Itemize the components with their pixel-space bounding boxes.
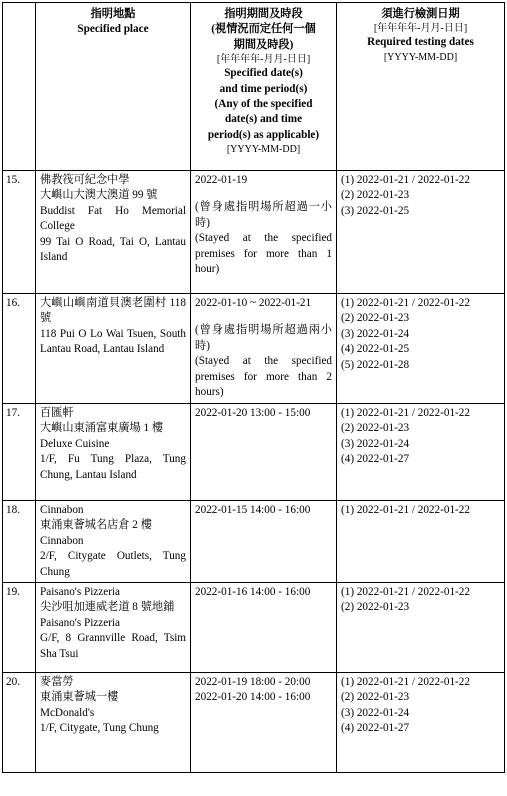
testing-date: (5) 2022-01-28 [341,358,410,371]
required-testing-dates [337,171,505,294]
specified-period [191,294,337,404]
table-row [3,673,505,773]
place-line: 大嶼山東涌富東廣場 1 樓 [40,422,164,435]
table-row [3,294,505,404]
period-note: (曾身處指明場所超過一小時) [195,201,332,229]
header-row [3,3,505,171]
place-line: Paisano's Pizzeria [40,616,120,629]
required-testing-dates [337,404,505,501]
specified-period [191,404,337,501]
testing-date: (3) 2022-01-24 [341,706,410,719]
testing-date: (4) 2022-01-27 [341,722,410,735]
header-place-zh: 指明地點 [90,8,136,20]
place-line: 東涌東薈城名店倉 2 樓 [40,519,152,532]
specified-period [191,673,337,773]
testing-date: (1) 2022-01-21 / 2022-01-22 [341,504,470,516]
place-line: 1/F, Citygate, Tung Chung [40,722,159,735]
place-line: McDonald's [40,706,95,719]
row-number: 17. [3,404,36,501]
header-period-en: Specified date(s) and time period(s) (Any of the specified date(s) and time period(s) as applicable) [207,67,320,141]
header-dates-en: Required testing dates [367,36,474,49]
place-line: 99 Tai O Road, Tai O, Lantau Island [40,235,186,264]
period-note: (Stayed at the specified premises for more than 1 hour) [195,232,332,276]
header-period-format-en: [YYYY-MM-DD] [226,144,301,156]
place-line: Deluxe Cuisine [40,437,110,450]
row-number: 20. [3,673,36,773]
specified-period [191,501,337,583]
specified-place [36,583,191,673]
header-dates-format-en: [YYYY-MM-DD] [383,51,458,63]
header-dates-format: [年年年年-月月-日日] [373,23,468,35]
testing-table [2,2,505,773]
required-testing-dates [337,501,505,583]
period-line: 2022-01-15 14:00 - 16:00 [195,504,311,516]
header-place [36,3,191,171]
testing-date: (2) 2022-01-23 [341,422,410,435]
testing-date: (1) 2022-01-21 / 2022-01-22 [341,676,470,689]
row-number: 18. [3,501,36,583]
testing-date: (1) 2022-01-21 / 2022-01-22 [341,586,470,599]
specified-place [36,673,191,773]
place-line: 2/F, Citygate Outlets, Tung Chung [40,550,186,578]
row-number: 16. [3,294,36,404]
period-line: 2022-01-10 ~ 2022-01-21 [195,297,312,309]
place-line: 1/F, Fu Tung Plaza, Tung Chung, Lantau Island [40,453,186,481]
period-note: (曾身處指明場所超過兩小時) [195,324,332,352]
place-line: 尖沙咀加連威老道 8 號地鋪 [40,601,175,614]
table-row [3,583,505,673]
period-gap [195,311,332,323]
testing-date: (1) 2022-01-21 / 2022-01-22 [341,407,470,419]
testing-date: (1) 2022-01-21 / 2022-01-22 [341,297,470,309]
testing-date: (2) 2022-01-23 [341,312,410,325]
specified-place [36,501,191,583]
period-note: (Stayed at the specified premises for more than 2 hours) [195,355,332,399]
place-line: 百匯軒 [40,407,74,419]
specified-place [36,404,191,501]
row-number: 19. [3,583,36,673]
table-row [3,404,505,501]
table-row [3,501,505,583]
place-line: Cinnabon [40,534,84,547]
place-line: Paisano's Pizzeria [40,586,120,599]
period-line: 2022-01-19 [195,174,248,186]
testing-date: (1) 2022-01-21 / 2022-01-22 [341,174,470,186]
header-place-en: Specified place [77,23,149,36]
place-line: 麥當勞 [40,676,74,689]
required-testing-dates [337,673,505,773]
testing-date: (3) 2022-01-25 [341,204,410,217]
place-line: 佛教筏可紀念中學 [40,174,130,186]
table-row [3,171,505,294]
period-line: 2022-01-20 14:00 - 16:00 [195,691,311,704]
period-line: 2022-01-16 14:00 - 16:00 [195,586,311,599]
header-period [191,3,337,171]
specified-period [191,583,337,673]
specified-place [36,171,191,294]
header-num [3,3,36,171]
testing-date: (4) 2022-01-27 [341,453,410,466]
place-line: Cinnabon [40,504,84,516]
period-line: 2022-01-19 18:00 - 20:00 [195,676,311,689]
place-line: 大嶼山嶼南道貝澳老圍村 118 號 [40,297,186,325]
period-line: 2022-01-20 13:00 - 15:00 [195,407,311,419]
testing-date: (2) 2022-01-23 [341,189,410,202]
specified-period [191,171,337,294]
place-line: G/F, 8 Grannville Road, Tsim Sha Tsui [40,632,186,660]
testing-date: (4) 2022-01-25 [341,343,410,356]
period-gap [195,188,332,200]
header-period-format: [年年年年-月月-日日] [216,54,311,66]
required-testing-dates [337,583,505,673]
table-body [3,171,505,773]
testing-date: (2) 2022-01-23 [341,691,410,704]
header-period-zh: 指明期間及時段 (視情況而定任何一個 期間及時段) [211,8,316,51]
required-testing-dates [337,294,505,404]
place-line: Buddist Fat Ho Memorial College [40,204,186,233]
place-line: 大嶼山大澳大澳道 99 號 [40,189,158,202]
specified-place [36,294,191,404]
testing-date: (3) 2022-01-24 [341,327,410,340]
testing-date: (3) 2022-01-24 [341,437,410,450]
row-number: 15. [3,171,36,294]
place-line: 118 Pui O Lo Wai Tsuen, South Lantau Road, Lantau Island [40,327,186,356]
testing-date: (2) 2022-01-23 [341,601,410,614]
header-dates-zh: 須進行檢測日期 [381,8,460,20]
place-line: 東涌東薈城一樓 [40,691,119,704]
header-dates [337,3,505,171]
